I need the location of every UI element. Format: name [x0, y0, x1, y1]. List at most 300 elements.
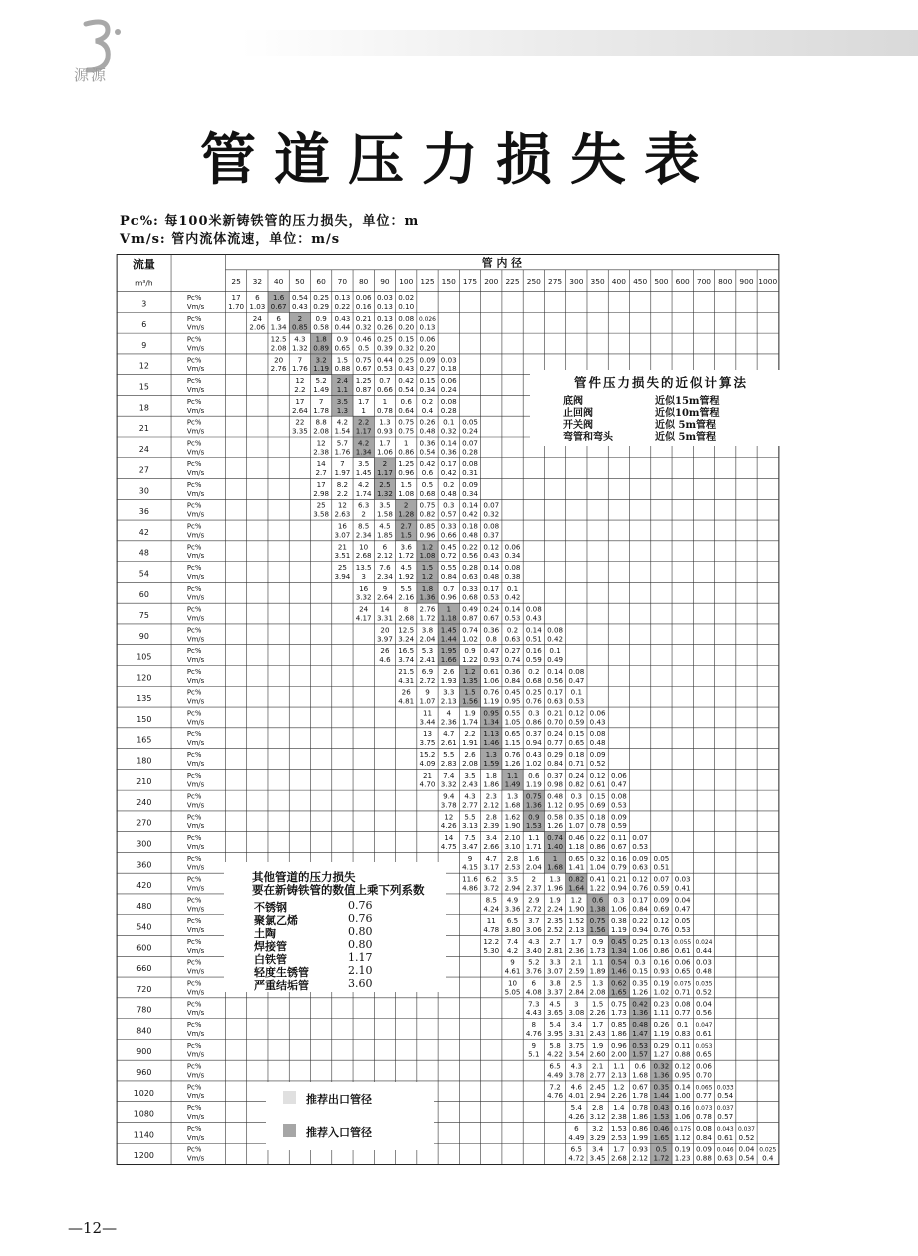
- vm-value: 1.12: [547, 800, 564, 810]
- pc-value: 0.33: [462, 583, 478, 593]
- pc-value: 2.6: [443, 666, 455, 676]
- diameter-125: 125: [420, 277, 435, 287]
- vm-value: 1.89: [589, 966, 606, 976]
- vm-value: 0.38: [504, 571, 521, 581]
- pc-value: 13: [422, 729, 433, 739]
- pc-value: 0.38: [610, 916, 627, 926]
- vm-label: Vm/s: [186, 406, 205, 415]
- diameter-225: 225: [505, 277, 520, 287]
- pc-value: 1.1: [506, 770, 519, 780]
- pc-label: Pc%: [186, 418, 202, 427]
- pc-value: 5.2: [315, 376, 327, 386]
- pc-value: 12: [337, 500, 347, 510]
- vm-value: 4.09: [419, 758, 436, 768]
- diameter-80: 80: [358, 277, 369, 287]
- vm-value: 2: [361, 509, 366, 519]
- vm-value: 1.56: [462, 696, 478, 706]
- pc-value: 0.15: [419, 376, 436, 386]
- vm-value: 0.56: [462, 551, 478, 561]
- pc-value: 0.15: [398, 334, 415, 344]
- vm-value: 1.53: [525, 821, 542, 831]
- factor-title-2: 要在新铸铁管的数值上乘下列系数: [252, 883, 425, 897]
- vm-value: 3.44: [419, 717, 436, 727]
- pc-label: Pc%: [186, 1145, 202, 1154]
- vm-value: 0.56: [696, 1008, 712, 1018]
- vm-value: 0.42: [440, 468, 457, 478]
- diameter-900: 900: [739, 277, 754, 287]
- vm-value: 1.90: [504, 821, 521, 831]
- pc-value: 2.5: [379, 479, 391, 489]
- pc-label: Pc%: [186, 937, 202, 946]
- flow-value: 75: [138, 611, 149, 621]
- vm-value: 4.61: [504, 966, 521, 976]
- vm-value: 0.63: [547, 696, 564, 706]
- vm-value: 3.45: [589, 1153, 606, 1163]
- pc-value: 13.5: [355, 563, 372, 573]
- pc-value: 3.2: [591, 1123, 604, 1133]
- pc-value: 1.2: [613, 1082, 625, 1092]
- vm-value: 1.71: [525, 841, 542, 851]
- vm-label: Vm/s: [186, 365, 205, 374]
- pc-value: 0.54: [291, 292, 308, 302]
- vm-value: 0.48: [462, 530, 478, 540]
- vm-value: 2.60: [589, 1049, 606, 1059]
- vm-label: Vm/s: [186, 1133, 205, 1142]
- vm-value: 3.75: [419, 738, 436, 748]
- vm-value: 5.30: [483, 945, 500, 955]
- vm-value: 1.56: [589, 925, 606, 935]
- vm-label: Vm/s: [186, 905, 205, 914]
- pc-label: Pc%: [186, 813, 202, 822]
- vm-value: 3.07: [334, 530, 351, 540]
- pc-value: 3.3: [549, 957, 561, 967]
- vm-value: 1.26: [632, 987, 649, 997]
- flow-value: 780: [136, 1005, 152, 1015]
- vm-value: 4.70: [419, 779, 436, 789]
- vm-value: 2.08: [589, 987, 606, 997]
- pc-value: 0.23: [653, 999, 670, 1009]
- pc-label: Pc%: [186, 335, 202, 344]
- pc-label: Pc%: [186, 480, 202, 489]
- pc-label: Pc%: [186, 834, 202, 843]
- pc-value: 0.08: [504, 563, 521, 573]
- vm-value: 3.72: [483, 883, 500, 893]
- vm-value: 0.94: [610, 883, 627, 893]
- flow-value: 3: [141, 299, 147, 309]
- vm-value: 0.87: [355, 384, 372, 394]
- vm-value: 0.65: [334, 343, 351, 353]
- pc-value: 0.6: [634, 1061, 646, 1071]
- vm-value: 2.26: [610, 1091, 627, 1101]
- vm-value: 0.65: [568, 738, 585, 748]
- pc-value: 2.35: [547, 916, 564, 926]
- vm-label: Vm/s: [186, 635, 205, 644]
- vm-value: 2.53: [610, 1132, 627, 1142]
- pc-value: 3.5: [358, 459, 370, 469]
- vm-value: 0.77: [674, 1008, 691, 1018]
- pc-value: 0.075: [674, 980, 692, 988]
- vm-value: 1.19: [653, 1028, 670, 1038]
- diameter-500: 500: [654, 277, 669, 287]
- pc-value: 0.96: [610, 1040, 627, 1050]
- pc-value: 0.08: [674, 999, 691, 1009]
- vm-value: 1.96: [547, 883, 564, 893]
- pc-label: Pc%: [186, 605, 202, 614]
- pc-value: 0.48: [547, 791, 564, 801]
- pc-label: Pc%: [186, 564, 202, 573]
- pc-value: 2: [531, 874, 537, 884]
- vm-value: 0.69: [589, 800, 606, 810]
- pc-value: 0.19: [653, 978, 670, 988]
- pc-value: 0.2: [506, 625, 519, 635]
- vm-value: 0.4: [421, 405, 434, 415]
- vm-value: 0.76: [653, 925, 670, 935]
- pc-value: 0.9: [336, 334, 349, 344]
- vm-value: 2.2: [336, 488, 349, 498]
- vm-value: 5.1: [528, 1049, 540, 1059]
- pc-value: 2.7: [549, 936, 561, 946]
- vm-value: 0.51: [653, 862, 670, 872]
- pc-value: 5.8: [549, 1040, 561, 1050]
- vm-value: 1.02: [525, 758, 542, 768]
- pc-value: 0.35: [653, 1082, 670, 1092]
- pc-label: Pc%: [186, 584, 202, 593]
- diameter-70: 70: [337, 277, 348, 287]
- vm-value: 0.68: [462, 592, 478, 602]
- vm-value: 1.32: [291, 343, 308, 353]
- vm-label: Vm/s: [186, 323, 205, 332]
- pc-value: 0.22: [462, 542, 478, 552]
- vm-label: Vm/s: [186, 988, 205, 997]
- pc-value: 0.16: [610, 853, 627, 863]
- vm-value: 0.59: [610, 821, 627, 831]
- flow-value: 135: [136, 694, 152, 704]
- vm-label: Vm/s: [186, 842, 205, 851]
- vm-value: 1.1: [336, 384, 349, 394]
- vm-label: Vm/s: [186, 510, 205, 519]
- pc-value: 0.12: [568, 708, 585, 718]
- pc-label: Pc%: [186, 709, 202, 718]
- pc-value: 0.15: [568, 729, 585, 739]
- pc-value: 0.06: [504, 542, 521, 552]
- vm-label: Vm/s: [186, 1071, 205, 1080]
- pc-value: 0.26: [419, 417, 436, 427]
- vm-value: 0.37: [483, 530, 500, 540]
- pc-label: Pc%: [186, 397, 202, 406]
- pc-value: 5.4: [570, 1103, 583, 1113]
- pc-value: 4.3: [528, 936, 540, 946]
- factor-material: 白铁管: [254, 953, 287, 966]
- vm-value: 0.98: [547, 779, 564, 789]
- pc-value: 0.08: [398, 313, 415, 323]
- pc-value: 0.67: [632, 1082, 649, 1092]
- flow-value: 27: [138, 465, 149, 475]
- vm-value: 2.77: [589, 1070, 606, 1080]
- pc-value: 3.8: [549, 978, 561, 988]
- vm-value: 2.08: [270, 343, 287, 353]
- vm-value: 1.05: [504, 717, 521, 727]
- pc-value: 2: [297, 313, 303, 323]
- vm-value: 1.78: [313, 405, 330, 415]
- vm-value: 4.76: [525, 1028, 542, 1038]
- flow-value: 1080: [133, 1109, 154, 1119]
- pc-value: 0.49: [462, 604, 478, 614]
- pc-value: 1: [552, 853, 558, 863]
- pc-value: 0.12: [674, 1061, 691, 1071]
- pc-value: 0.14: [504, 604, 521, 614]
- flow-value: 660: [136, 964, 152, 974]
- pc-value: 2.10: [504, 833, 521, 843]
- pc-value: 6: [574, 1123, 579, 1133]
- vm-value: 1.06: [610, 904, 627, 914]
- vm-value: 1.72: [398, 551, 415, 561]
- flow-value: 360: [136, 860, 152, 870]
- vm-value: 0.96: [440, 592, 457, 602]
- vm-value: 0.54: [738, 1153, 755, 1163]
- diameter-350: 350: [590, 277, 605, 287]
- pc-value: 0.62: [610, 978, 627, 988]
- factor-value: 0.80: [348, 925, 373, 938]
- pc-value: 3.8: [421, 625, 434, 635]
- pc-value: 0.37: [547, 770, 564, 780]
- pc-value: 1.7: [570, 936, 583, 946]
- pc-value: 0.6: [528, 770, 540, 780]
- vm-value: 2.2: [294, 384, 306, 394]
- vm-value: 0.48: [696, 966, 712, 976]
- vm-value: 0.5: [358, 343, 370, 353]
- pc-value: 16.5: [398, 646, 415, 656]
- vm-value: 0.86: [525, 717, 542, 727]
- vm-value: 0.20: [398, 322, 415, 332]
- vm-value: 2.98: [313, 488, 330, 498]
- vm-value: 1.74: [462, 717, 478, 727]
- pc-value: 0.9: [591, 936, 604, 946]
- pc-value: 0.3: [634, 957, 646, 967]
- vm-value: 3.06: [525, 925, 542, 935]
- diameter-175: 175: [462, 277, 478, 287]
- pc-value: 2.9: [528, 895, 540, 905]
- flow-value: 90: [138, 631, 149, 641]
- vm-value: 0.53: [632, 841, 649, 851]
- vm-value: 1.73: [589, 945, 606, 955]
- vm-value: 0.49: [547, 655, 564, 665]
- vm-label: Vm/s: [186, 552, 205, 561]
- vm-value: 1.73: [610, 1008, 627, 1018]
- vm-value: 3.76: [525, 966, 542, 976]
- pc-value: 0.25: [313, 292, 330, 302]
- pc-value: 0.055: [674, 938, 692, 946]
- pc-value: 0.3: [613, 895, 625, 905]
- pc-label: Pc%: [186, 688, 202, 697]
- vm-value: 4.17: [355, 613, 372, 623]
- vm-label: Vm/s: [186, 1113, 205, 1122]
- vm-value: 0.76: [525, 696, 542, 706]
- pc-value: 20: [274, 355, 284, 365]
- pc-value: 0.03: [377, 292, 393, 302]
- vm-label: Vm/s: [186, 1009, 205, 1018]
- pc-value: 1.45: [440, 625, 457, 635]
- pc-value: 1.1: [613, 1061, 625, 1071]
- vm-value: 0.48: [419, 426, 436, 436]
- vm-value: 0.57: [440, 509, 457, 519]
- pc-value: 10: [508, 978, 518, 988]
- vm-value: 0.41: [674, 883, 691, 893]
- vm-value: 1.36: [419, 592, 436, 602]
- vm-value: 0.31: [462, 468, 478, 478]
- vm-label: Vm/s: [186, 801, 205, 810]
- pc-value: 2.1: [570, 957, 583, 967]
- diameter-600: 600: [675, 277, 690, 287]
- pc-value: 7.2: [549, 1082, 561, 1092]
- vm-value: 2.61: [440, 738, 457, 748]
- vm-value: 3.13: [462, 821, 478, 831]
- pc-value: 0.09: [653, 895, 670, 905]
- pc-value: 5.2: [528, 957, 540, 967]
- vm-value: 4.01: [568, 1091, 585, 1101]
- pc-value: 15.2: [419, 749, 436, 759]
- vm-value: 3.07: [547, 966, 564, 976]
- vm-label: Vm/s: [186, 385, 205, 394]
- vm-value: 0.68: [525, 675, 542, 685]
- flow-value: 900: [136, 1047, 152, 1057]
- vm-value: 2.72: [419, 675, 436, 685]
- flow-value: 6: [141, 320, 147, 330]
- flow-value: 300: [136, 839, 152, 849]
- vm-value: 4.2: [506, 945, 519, 955]
- pc-value: 0.073: [695, 1105, 713, 1113]
- pc-value: 0.33: [440, 521, 457, 531]
- vm-value: 1.49: [504, 779, 521, 789]
- vm-value: 0.94: [525, 738, 542, 748]
- pc-value: 25: [316, 500, 326, 510]
- pc-value: 3.3: [443, 687, 455, 697]
- vm-value: 0.24: [440, 384, 457, 394]
- pc-value: 6: [276, 313, 281, 323]
- vm-value: 1.08: [398, 488, 415, 498]
- vm-value: 0.8: [485, 634, 497, 644]
- vm-value: 1.93: [440, 675, 457, 685]
- vm-value: 0.88: [674, 1049, 691, 1059]
- vm-value: 0.63: [504, 634, 521, 644]
- flow-value: 150: [136, 714, 152, 724]
- vm-value: 0.53: [568, 696, 585, 706]
- pc-value: 0.41: [589, 874, 606, 884]
- pc-value: 0.6: [400, 396, 412, 406]
- vm-value: 1.19: [525, 779, 542, 789]
- pc-value: 24: [359, 604, 369, 614]
- vm-value: 2.53: [504, 862, 521, 872]
- pc-value: 4.5: [549, 999, 561, 1009]
- diameter-400: 400: [611, 277, 626, 287]
- pc-value: 0.13: [377, 313, 393, 323]
- vm-value: 1.57: [632, 1049, 649, 1059]
- legend-pc: Pc%: 每100米新铸铁管的压力损失，单位：m: [120, 214, 420, 229]
- pc-value: 7: [340, 459, 345, 469]
- vm-value: 0.43: [525, 613, 542, 623]
- pc-value: 0.93: [632, 1144, 649, 1154]
- vm-value: 3.51: [334, 551, 351, 561]
- pc-value: 1.1: [591, 957, 604, 967]
- vm-value: 0.18: [440, 364, 457, 374]
- flow-value: 1140: [133, 1130, 154, 1140]
- vm-value: 0.34: [419, 384, 436, 394]
- pc-value: 5.7: [336, 438, 349, 448]
- pc-value: 0.25: [377, 334, 393, 344]
- vm-value: 1.34: [483, 717, 500, 727]
- vm-value: 0.95: [674, 1070, 691, 1080]
- vm-value: 1.2: [421, 571, 434, 581]
- vm-value: 1.72: [653, 1153, 670, 1163]
- pc-value: 12: [316, 438, 326, 448]
- pc-value: 3.4: [485, 833, 497, 843]
- flow-value: 48: [138, 548, 149, 558]
- vm-value: 2.26: [589, 1008, 606, 1018]
- pc-label: Pc%: [186, 1062, 202, 1071]
- vm-label: Vm/s: [186, 822, 205, 831]
- pc-value: 0.12: [653, 916, 670, 926]
- pc-value: 0.5: [655, 1144, 668, 1154]
- pc-value: 0.11: [610, 833, 627, 843]
- vm-value: 1.68: [504, 800, 521, 810]
- factor-material: 轻度生锈管: [254, 966, 309, 979]
- vm-value: 1.86: [632, 1112, 649, 1122]
- vm-value: 2.83: [440, 758, 457, 768]
- vm-value: 1.65: [653, 1132, 670, 1142]
- vm-value: 4.72: [568, 1153, 585, 1163]
- pc-label: Pc%: [186, 647, 202, 656]
- vm-value: 0.54: [419, 447, 436, 457]
- pc-value: 0.07: [483, 500, 500, 510]
- vm-value: 3.65: [547, 1008, 564, 1018]
- pc-value: 0.54: [610, 957, 627, 967]
- pc-value: 0.09: [632, 853, 649, 863]
- pc-value: 1: [382, 396, 388, 406]
- fittings-title: 管件压力损失的近似计算法: [573, 375, 748, 390]
- pc-value: 0.75: [398, 417, 415, 427]
- vm-value: 3.40: [525, 945, 542, 955]
- vm-value: 3.31: [568, 1028, 585, 1038]
- outlet-label: 推荐出口管径: [306, 1093, 372, 1106]
- pc-value: 0.3: [528, 708, 540, 718]
- flow-value: 12: [138, 361, 149, 371]
- factor-material: 严重结垢管: [254, 979, 309, 992]
- pc-value: 26: [401, 687, 411, 697]
- pc-value: 0.16: [525, 646, 542, 656]
- vm-value: 2.13: [568, 925, 585, 935]
- vm-value: 2.59: [568, 966, 585, 976]
- vm-value: 0.22: [334, 301, 351, 311]
- vm-value: 3.54: [568, 1049, 585, 1059]
- recommend-box: [266, 1082, 434, 1150]
- vm-value: 1.68: [547, 862, 564, 872]
- vm-value: 0.47: [610, 779, 627, 789]
- pc-value: 0.22: [589, 833, 606, 843]
- pc-value: 7: [318, 396, 324, 406]
- pc-value: 0.3: [443, 500, 455, 510]
- vm-value: 1.03: [249, 301, 266, 311]
- vm-value: 0.48: [440, 488, 457, 498]
- pc-value: 0.19: [674, 1144, 691, 1154]
- vm-value: 0.32: [440, 426, 457, 436]
- vm-value: 3.35: [291, 426, 308, 436]
- factor-material: 焊接管: [254, 940, 287, 953]
- vm-value: 0.36: [440, 447, 457, 457]
- vm-label: Vm/s: [186, 656, 205, 665]
- fitting-value: 近似10m管程: [655, 408, 720, 419]
- pc-value: 4.7: [485, 853, 497, 863]
- flow-value: 165: [136, 735, 152, 745]
- vm-value: 3.24: [398, 634, 415, 644]
